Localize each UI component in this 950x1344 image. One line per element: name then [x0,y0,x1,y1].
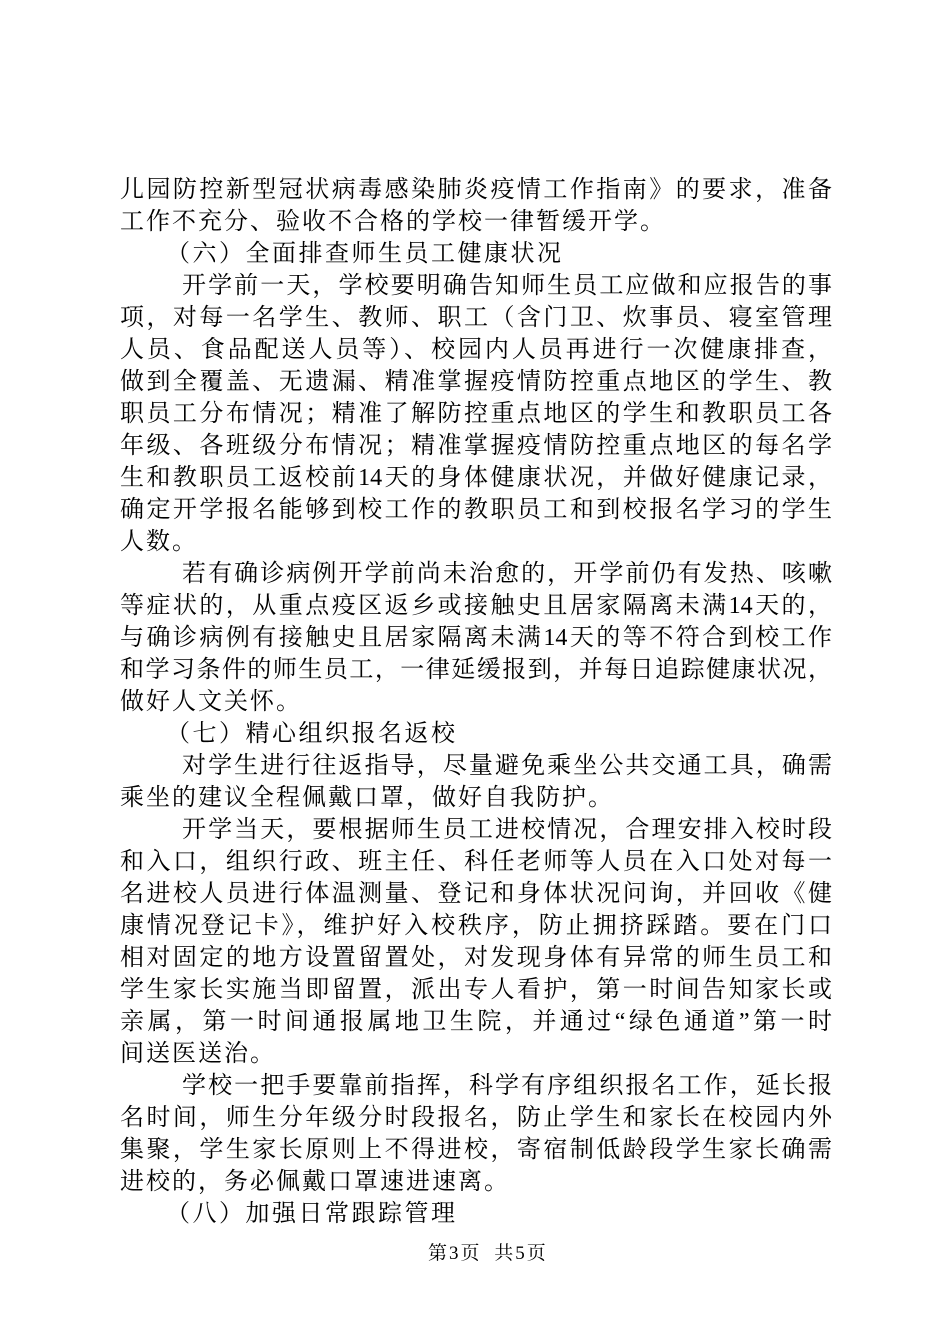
document-body [120,174,832,1230]
text-line: 儿园防控新型冠状病毒感染肺炎疫情工作指南》的要求，准备 [120,177,832,203]
text-line: 进校的，务必佩戴口罩速进速离。 [120,1169,510,1195]
text-line: 工作不充分、验收不合格的学校一律暂缓开学。 [120,209,666,235]
text-line: 年级、各班级分布情况；精准掌握疫情防控重点地区的每名学 [120,433,832,459]
text-line: 做好人文关怀。 [120,689,302,715]
text-line: 亲属，第一时间通报属地卫生院，并通过“绿色通道”第一时 [120,1009,832,1035]
paragraph [120,750,832,814]
section-heading-7: （七）精心组织报名返校 [166,721,458,747]
text-line: 若有确诊病例开学前尚未治愈的，开学前仍有发热、咳嗽 [182,561,832,587]
text-line: 与确诊病例有接触史且居家隔离未满14天的等不符合到校工作 [120,625,832,651]
text-line: 人数。 [120,529,198,555]
paragraph [120,814,832,1070]
section-heading-8: （八）加强日常跟踪管理 [166,1201,458,1227]
text-line: 确定开学报名能够到校工作的教职员工和到校报名学习的学生 [120,497,832,523]
paragraph-continued [120,174,832,238]
text-line: 职员工分布情况；精准了解防控重点地区的学生和教职员工各 [120,401,832,427]
text-line: 学校一把手要靠前指挥，科学有序组织报名工作，延长报 [182,1073,832,1099]
text-line: 开学当天，要根据师生员工进校情况，合理安排入校时段 [182,817,832,843]
text-line: 学生家长实施当即留置，派出专人看护，第一时间告知家长或 [120,977,832,1003]
paragraph [120,558,832,718]
text-line: 集聚，学生家长原则上不得进校，寄宿制低龄段学生家长确需 [120,1137,832,1163]
text-line: 做到全覆盖、无遗漏、精准掌握疫情防控重点地区的学生、教 [120,369,832,395]
text-line: 对学生进行往返指导，尽量避免乘坐公共交通工具，确需 [182,753,832,779]
text-line: 间送医送治。 [120,1041,276,1067]
text-line: 和学习条件的师生员工，一律延缓报到，并每日追踪健康状况， [120,657,832,683]
text-line: 乘坐的建议全程佩戴口罩，做好自我防护。 [120,785,614,811]
text-line: 名时间，师生分年级分时段报名，防止学生和家长在校园内外 [120,1105,832,1131]
section-heading-6: （六）全面排查师生员工健康状况 [166,241,564,267]
paragraph [120,1070,832,1198]
text-line: 名进校人员进行体温测量、登记和身体状况问询，并回收《健 [120,881,832,907]
text-line: 人员、食品配送人员等）、校园内人员再进行一次健康排查， [120,337,832,363]
page-number-footer: 第3页 共5页 [428,1243,548,1264]
text-line: 相对固定的地方设置留置处，对发现身体有异常的师生员工和 [120,945,832,971]
text-line: 康情况登记卡》，维护好入校秩序，防止拥挤踩踏。要在门口 [120,913,832,939]
text-line: 项，对每一名学生、教师、职工（含门卫、炊事员、寝室管理 [120,305,832,331]
text-line: 等症状的，从重点疫区返乡或接触史且居家隔离未满14天的， [120,593,832,619]
paragraph [120,270,832,558]
text-line: 开学前一天，学校要明确告知师生员工应做和应报告的事 [182,273,832,299]
text-line: 生和教职员工返校前14天的身体健康状况，并做好健康记录， [120,465,832,491]
text-line: 和入口，组织行政、班主任、科任老师等人员在入口处对每一 [120,849,832,875]
